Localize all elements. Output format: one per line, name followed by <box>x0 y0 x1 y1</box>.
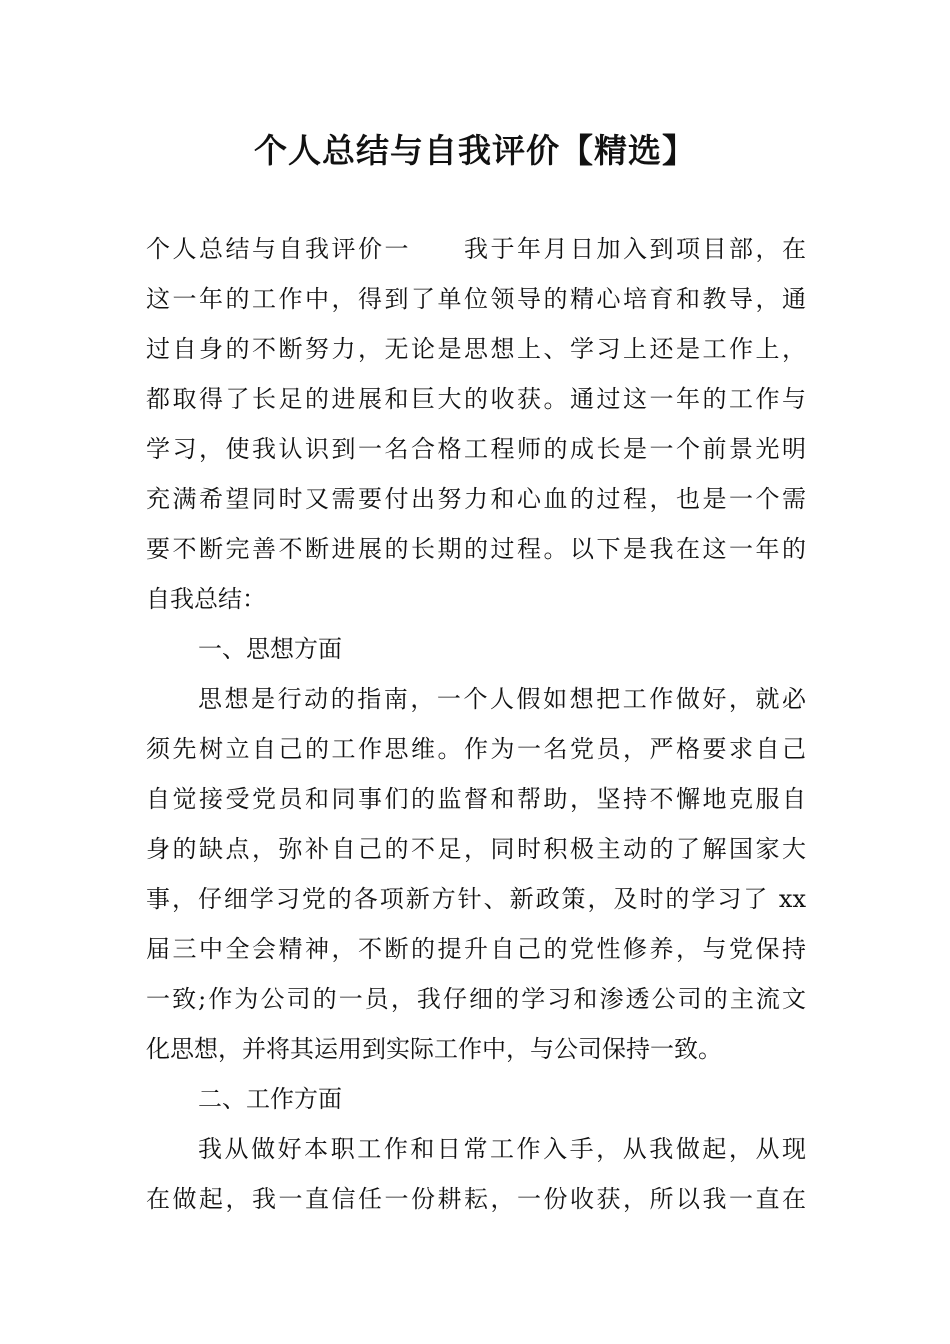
text-line: 化思想，并将其运用到实际工作中，与公司保持一致。 <box>146 1035 722 1063</box>
text-line: 充满希望同时又需要付出努力和心血的过程，也是一个需 <box>146 485 806 513</box>
text-line: 自觉接受党员和同事们的监督和帮助，坚持不懈地克服自 <box>146 785 806 813</box>
text-line: 学习，使我认识到一名合格工程师的成长是一个前景光明 <box>146 435 806 463</box>
document-body <box>146 224 806 1224</box>
text-line: 二、工作方面 <box>198 1085 342 1113</box>
text-line: 个人总结与自我评价一 我于年月日加入到项目部，在 <box>146 235 806 263</box>
text-line: 这一年的工作中，得到了单位领导的精心培育和教导，通 <box>146 285 806 313</box>
text-line: 过自身的不断努力，无论是思想上、学习上还是工作上， <box>146 335 806 363</box>
document-title: 个人总结与自我评价【精选】 <box>254 131 696 170</box>
text-line: 思想是行动的指南，一个人假如想把工作做好，就必 <box>198 685 806 713</box>
text-line: 届三中全会精神，不断的提升自己的党性修养，与党保持 <box>146 935 806 963</box>
text-line: 须先树立自己的工作思维。作为一名党员，严格要求自己 <box>146 735 806 763</box>
text-line: 一致;作为公司的一员，我仔细的学习和渗透公司的主流文 <box>146 985 806 1013</box>
text-line: 要不断完善不断进展的长期的过程。以下是我在这一年的 <box>146 535 806 563</box>
text-line: 都取得了长足的进展和巨大的收获。通过这一年的工作与 <box>146 385 806 413</box>
text-line: 在做起，我一直信任一份耕耘，一份收获，所以我一直在 <box>146 1185 806 1213</box>
text-line: 我从做好本职工作和日常工作入手，从我做起，从现 <box>198 1135 806 1163</box>
text-line: 一、思想方面 <box>198 635 342 663</box>
text-line: 事，仔细学习党的各项新方针、新政策，及时的学习了 xx <box>146 885 806 913</box>
text-line: 自我总结： <box>146 585 266 613</box>
text-line: 身的缺点，弥补自己的不足，同时积极主动的了解国家大 <box>146 835 806 863</box>
